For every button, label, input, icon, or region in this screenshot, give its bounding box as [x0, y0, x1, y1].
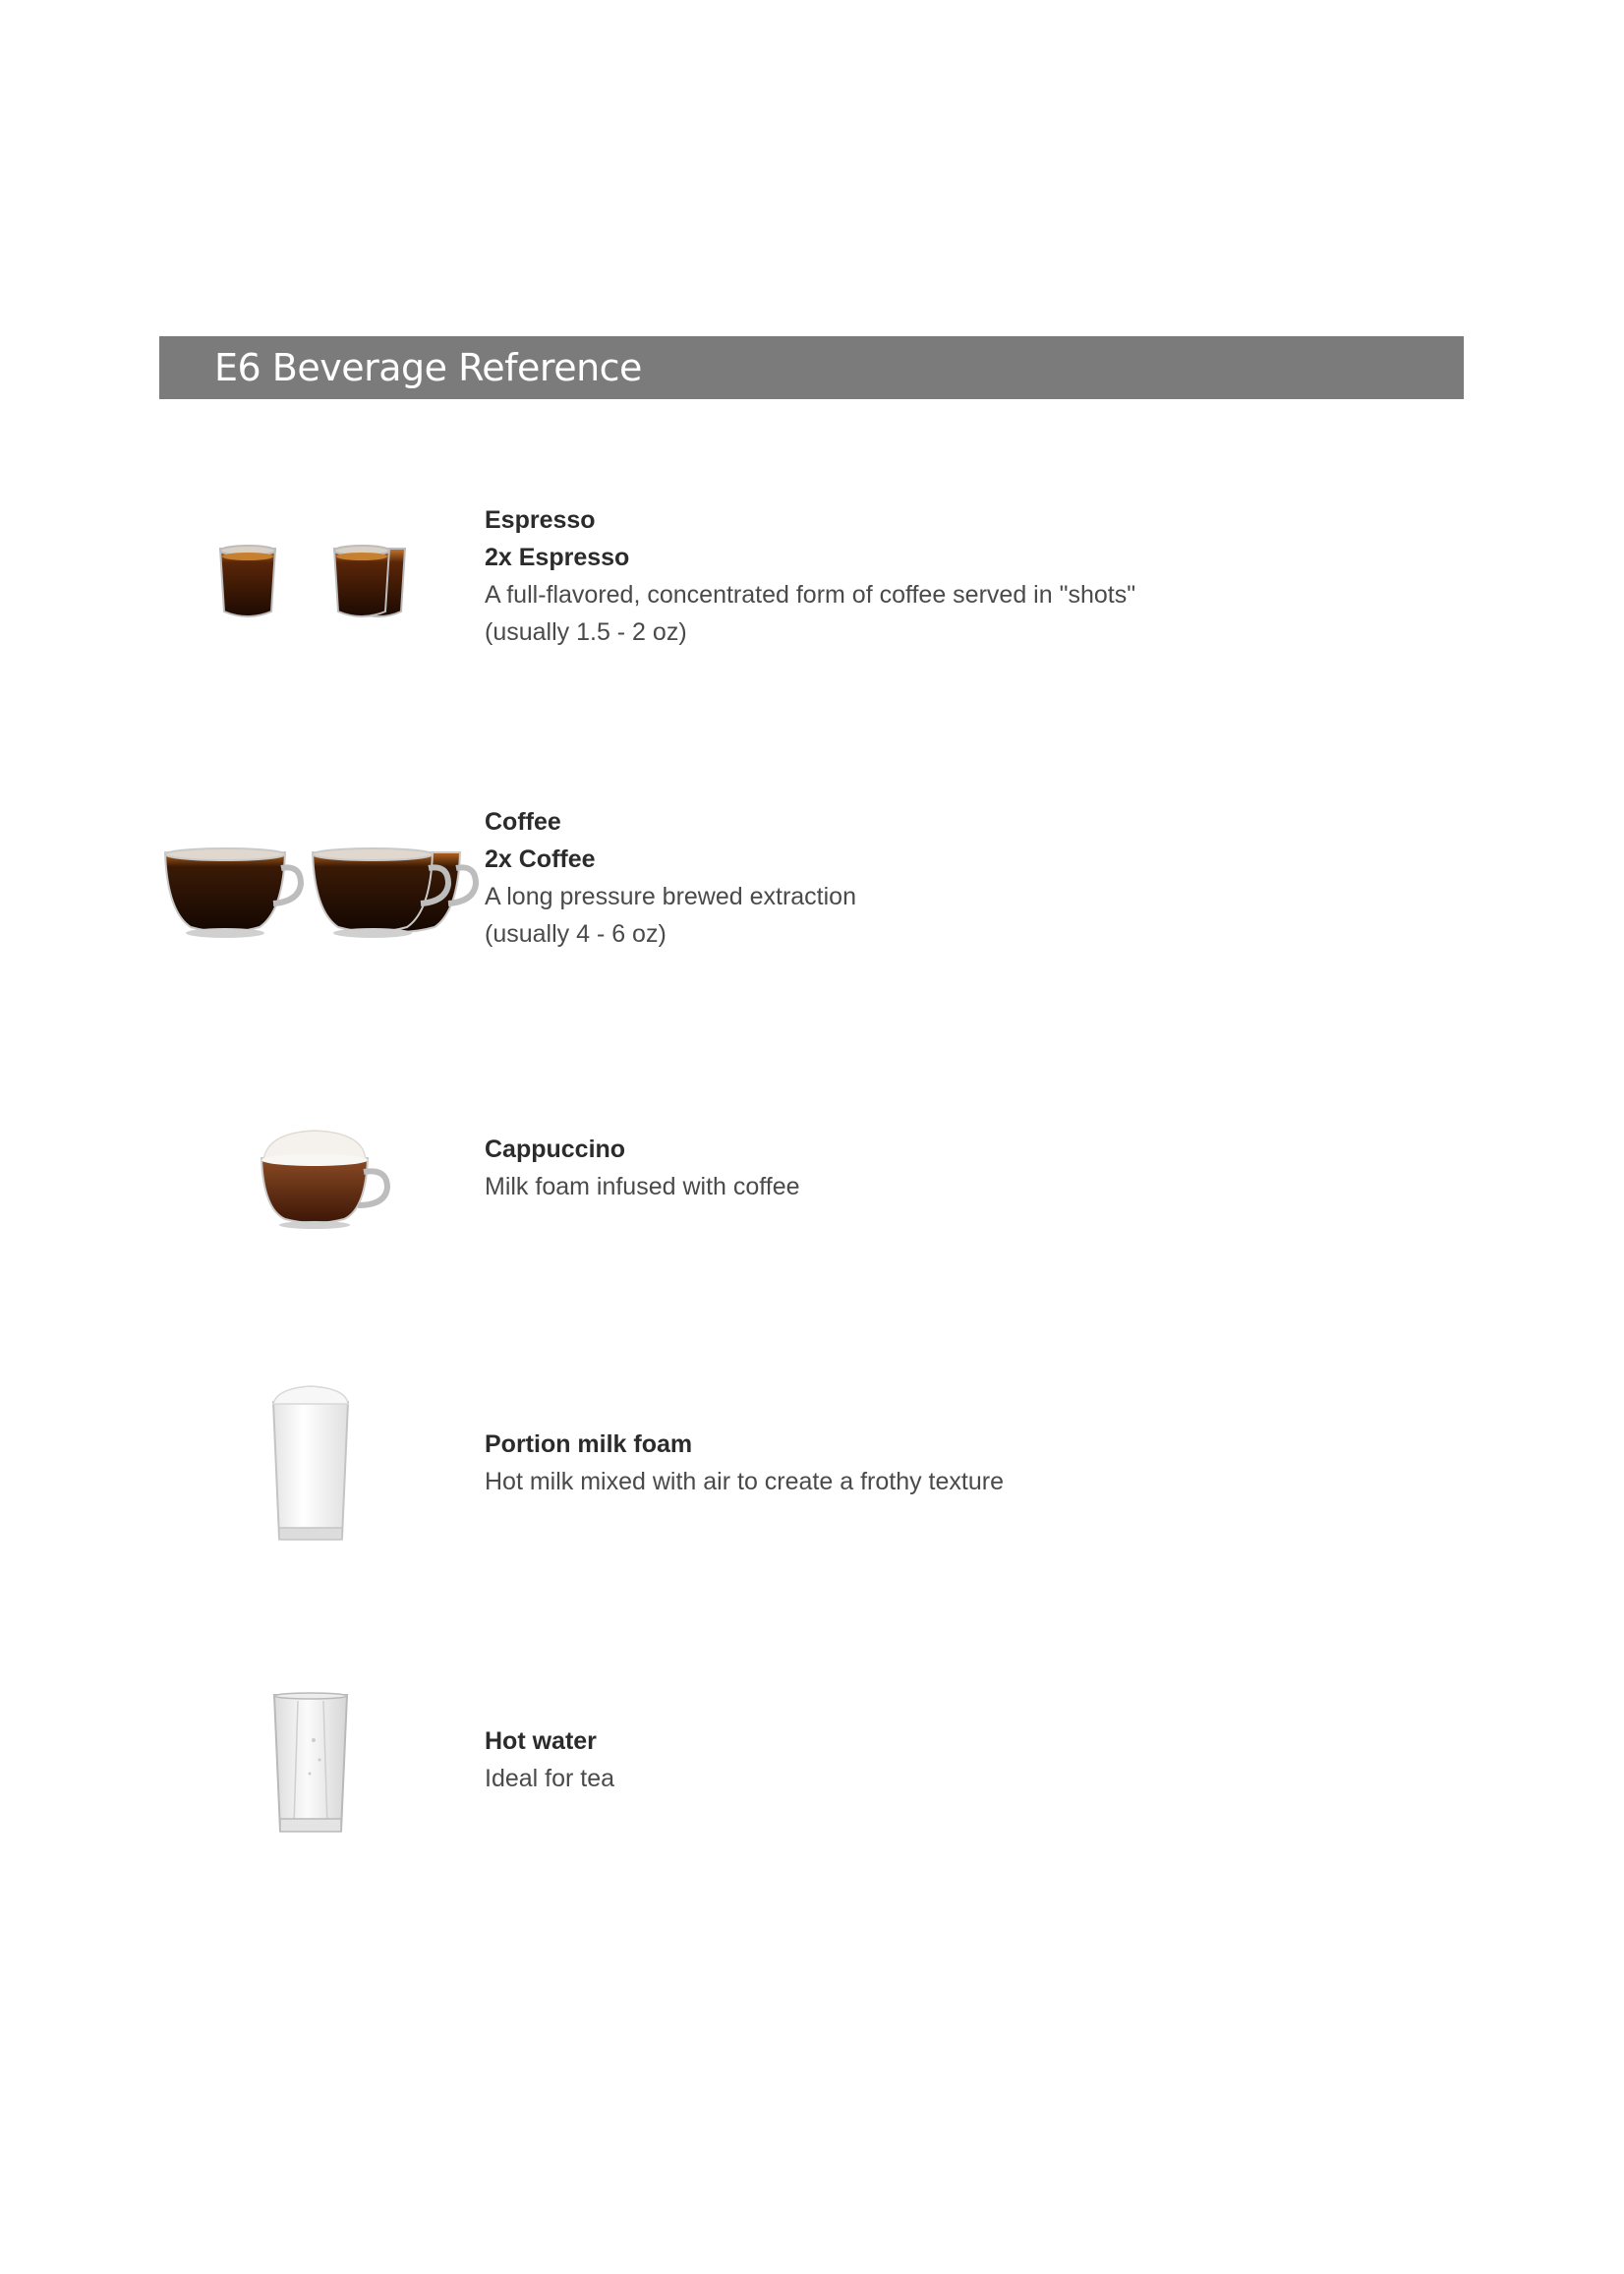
beverage-description: Milk foam infused with coffee [485, 1173, 800, 1200]
milk-foam-glass-icon [269, 1384, 354, 1546]
cappuccino-cup-icon [258, 1123, 391, 1231]
beverage-name: Hot water [485, 1727, 597, 1755]
beverage-name: Espresso [485, 506, 596, 534]
page-title-bar [159, 336, 1464, 399]
beverage-text [485, 501, 1369, 651]
beverage-name: 2x Espresso [485, 544, 630, 571]
beverage-description: A long pressure brewed extraction [485, 883, 856, 910]
page-title: E6 Beverage Reference [214, 346, 642, 389]
beverage-name: Portion milk foam [485, 1430, 693, 1458]
espresso-cups-icon [214, 541, 411, 629]
coffee-cups-icon [163, 843, 478, 941]
beverage-name: 2x Coffee [485, 845, 596, 873]
beverage-text [485, 1131, 1369, 1205]
water-glass-icon [270, 1691, 351, 1838]
beverage-text [485, 1722, 1369, 1797]
beverage-text [485, 1426, 1369, 1500]
beverage-name: Coffee [485, 808, 561, 836]
beverage-description: A full-flavored, concentrated form of coffee served in "shots" [485, 581, 1136, 609]
beverage-text [485, 803, 1369, 953]
beverage-description: Ideal for tea [485, 1765, 615, 1792]
beverage-description: (usually 4 - 6 oz) [485, 920, 667, 948]
beverage-description: (usually 1.5 - 2 oz) [485, 618, 687, 646]
beverage-description: Hot milk mixed with air to create a frothy texture [485, 1468, 1004, 1495]
beverage-name: Cappuccino [485, 1136, 626, 1163]
